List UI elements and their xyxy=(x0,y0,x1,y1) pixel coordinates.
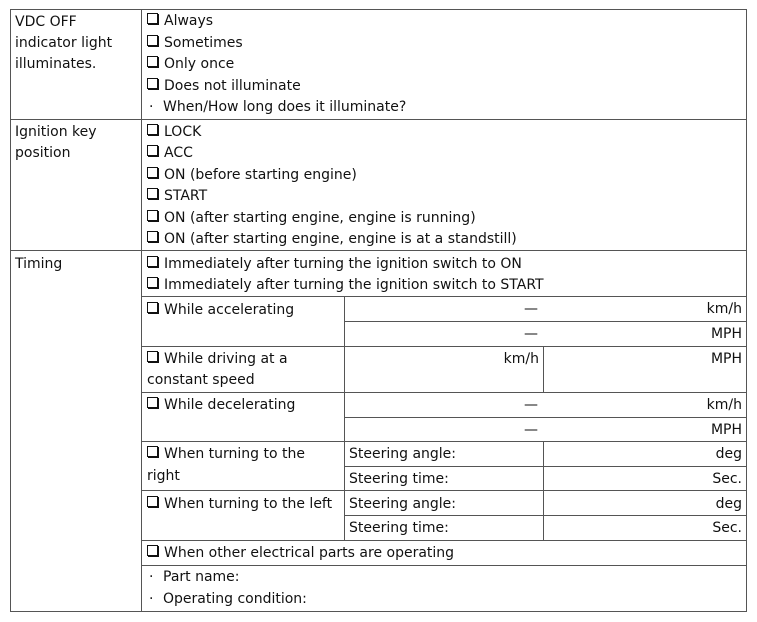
turn-right-steering-angle-label: Steering angle: xyxy=(349,446,457,462)
constant-unit-kmh: km/h xyxy=(503,351,539,367)
checkbox-icon[interactable] xyxy=(147,167,158,178)
turn-left-time-unit: Sec. xyxy=(712,520,742,536)
checkbox-icon[interactable] xyxy=(147,13,158,24)
table-border-top xyxy=(10,9,747,10)
decelerating-unit-kmh: km/h xyxy=(706,397,742,413)
electrical-operating-condition: · Operating condition: xyxy=(149,591,307,607)
timing-option-turning-left[interactable]: When turning to the left xyxy=(147,496,332,513)
bullet-icon: · xyxy=(149,591,154,607)
vdc-option-sometimes[interactable]: Sometimes xyxy=(147,35,243,52)
vdc-option-only-once[interactable]: Only once xyxy=(147,56,234,73)
electrical-part-name: · Part name: xyxy=(149,569,240,585)
column-divider-steering xyxy=(543,441,544,541)
turn-left-steering-time-label: Steering time: xyxy=(349,520,449,536)
row-divider-vdc-ignition xyxy=(10,119,747,120)
checkbox-icon[interactable] xyxy=(147,210,158,221)
accelerating-unit-mph: MPH xyxy=(710,326,742,342)
timing-option-decelerating[interactable]: While decelerating xyxy=(147,397,295,414)
checkbox-icon[interactable] xyxy=(147,302,158,313)
checkbox-icon[interactable] xyxy=(147,78,158,89)
checkbox-icon[interactable] xyxy=(147,35,158,46)
turning-right-label-line-2: right xyxy=(147,468,180,484)
accelerating-dash-2: — xyxy=(524,326,538,342)
checkbox-icon[interactable] xyxy=(147,124,158,135)
divider-accelerating-top xyxy=(141,296,747,297)
column-divider-value xyxy=(344,296,345,541)
checkbox-icon[interactable] xyxy=(147,397,158,408)
ignition-option-lock[interactable]: LOCK xyxy=(147,124,201,141)
checkbox-icon[interactable] xyxy=(147,231,158,242)
ignition-label-line-1: Ignition key xyxy=(15,124,97,140)
divider-turn-left-top xyxy=(141,490,747,491)
timing-option-electrical-parts[interactable]: When other electrical parts are operating xyxy=(147,545,454,562)
vdc-label-line-1: VDC OFF xyxy=(15,14,77,30)
turn-right-steering-time-label: Steering time: xyxy=(349,471,449,487)
decelerating-dash-2: — xyxy=(524,422,538,438)
decelerating-dash-1: — xyxy=(524,397,538,413)
bullet-icon: · xyxy=(149,99,154,115)
checkbox-icon[interactable] xyxy=(147,351,158,362)
divider-accelerating-mid xyxy=(344,321,747,322)
divider-decelerating-top xyxy=(141,392,747,393)
divider-turn-right-mid xyxy=(344,466,747,467)
ignition-option-on-before[interactable]: ON (before starting engine) xyxy=(147,167,357,184)
ignition-label-line-2: position xyxy=(15,145,71,161)
timing-option-immediately-start[interactable]: Immediately after turning the ignition switch to START xyxy=(147,277,544,294)
checkbox-icon[interactable] xyxy=(147,256,158,267)
divider-turn-left-mid xyxy=(344,515,747,516)
vdc-option-always[interactable]: Always xyxy=(147,13,213,30)
checkbox-icon[interactable] xyxy=(147,446,158,457)
timing-option-accelerating[interactable]: While accelerating xyxy=(147,302,294,319)
divider-decelerating-mid xyxy=(344,417,747,418)
checkbox-icon[interactable] xyxy=(147,277,158,288)
table-border-bottom xyxy=(10,611,747,612)
table-border-right xyxy=(746,9,747,612)
ignition-option-on-standstill[interactable]: ON (after starting engine, engine is at a standstill) xyxy=(147,231,517,248)
vdc-label-line-3: illuminates. xyxy=(15,56,97,72)
turn-left-angle-unit: deg xyxy=(715,496,742,512)
ignition-option-on-running[interactable]: ON (after starting engine, engine is running) xyxy=(147,210,476,227)
row-divider-ignition-timing xyxy=(10,250,747,251)
vdc-label-line-2: indicator light xyxy=(15,35,113,51)
turn-right-angle-unit: deg xyxy=(715,446,742,462)
accelerating-unit-kmh: km/h xyxy=(706,301,742,317)
checkbox-icon[interactable] xyxy=(147,545,158,556)
checkbox-icon[interactable] xyxy=(147,145,158,156)
decelerating-unit-mph: MPH xyxy=(710,422,742,438)
timing-option-constant-speed[interactable]: While driving at a xyxy=(147,351,288,368)
checkbox-icon[interactable] xyxy=(147,496,158,507)
timing-option-immediately-on[interactable]: Immediately after turning the ignition switch to ON xyxy=(147,256,522,273)
checkbox-icon[interactable] xyxy=(147,56,158,67)
checkbox-icon[interactable] xyxy=(147,188,158,199)
ignition-option-start[interactable]: START xyxy=(147,188,207,205)
accelerating-dash-1: — xyxy=(524,301,538,317)
constant-unit-mph: MPH xyxy=(710,351,742,367)
divider-constant-top xyxy=(141,346,747,347)
divider-electrical-mid xyxy=(141,565,747,566)
column-divider-constant xyxy=(543,346,544,393)
vdc-option-does-not-illuminate[interactable]: Does not illuminate xyxy=(147,78,301,95)
column-divider-label xyxy=(141,9,142,612)
timing-option-turning-right[interactable]: When turning to the xyxy=(147,446,305,463)
vdc-note: · When/How long does it illuminate? xyxy=(149,99,407,115)
timing-label: Timing xyxy=(15,256,63,272)
ignition-option-acc[interactable]: ACC xyxy=(147,145,193,162)
turn-right-time-unit: Sec. xyxy=(712,471,742,487)
turn-left-steering-angle-label: Steering angle: xyxy=(349,496,457,512)
table-border-left xyxy=(10,9,11,612)
divider-turn-right-top xyxy=(141,441,747,442)
bullet-icon: · xyxy=(149,569,154,585)
divider-electrical-top xyxy=(141,540,747,541)
constant-speed-label-line-2: constant speed xyxy=(147,372,255,388)
